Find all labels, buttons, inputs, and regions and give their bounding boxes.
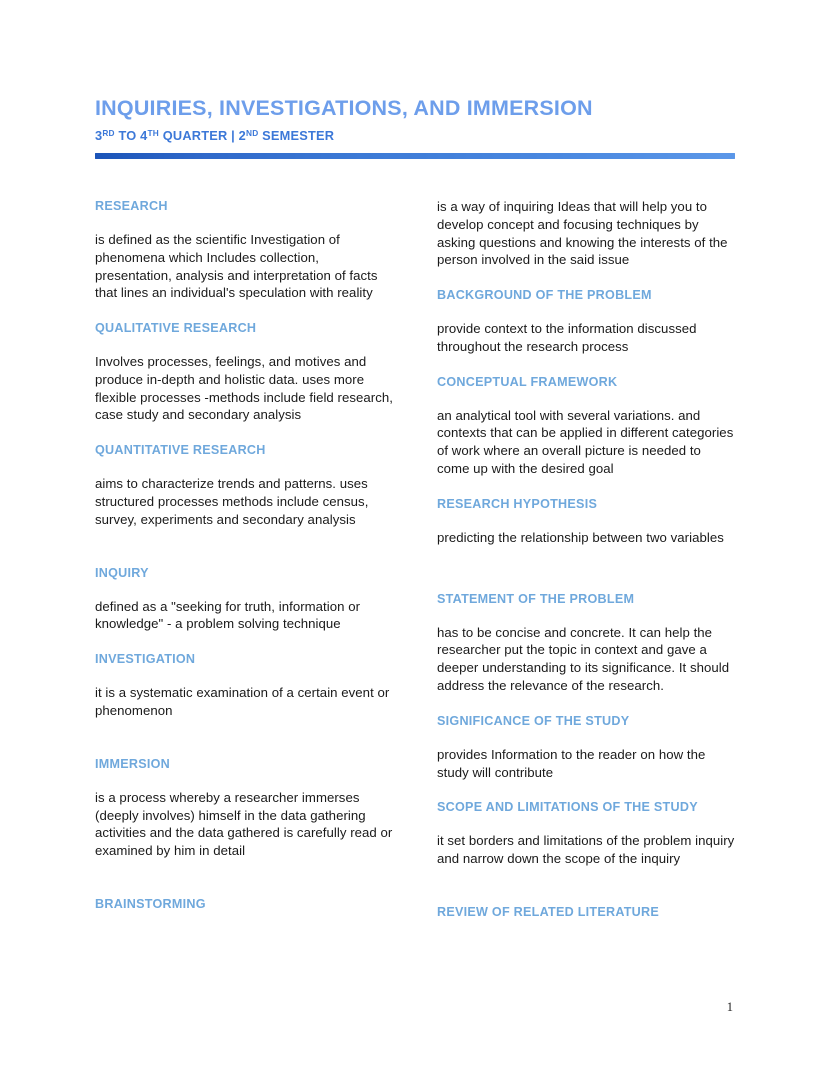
document-subtitle <box>95 128 735 143</box>
two-column-body <box>95 198 735 920</box>
section-investigation <box>95 651 393 720</box>
section-heading: SIGNIFICANCE OF THE STUDY <box>437 713 630 728</box>
section-body: has to be concise and concrete. It can help the researcher put the topic in context and gave a deeper understanding to its significance. It should address the relevance of the research. <box>437 624 730 693</box>
subtitle-sup-nd: ND <box>246 127 259 138</box>
section-heading: CONCEPTUAL FRAMEWORK <box>437 374 618 389</box>
section-background-of-the-problem <box>437 287 735 356</box>
section-heading: INQUIRY <box>95 565 149 580</box>
section-heading: SCOPE AND LIMITATIONS OF THE STUDY <box>437 800 698 815</box>
section-heading: BACKGROUND OF THE PROBLEM <box>437 288 652 302</box>
section-brainstorming-continued <box>437 198 735 269</box>
section-body: is a way of inquiring Ideas that will help you to develop concept and focusing techniques by asking questions and knowing the interests of the person involved in the said issue <box>437 199 728 268</box>
section-inquiry <box>95 565 393 634</box>
section-heading: QUALITATIVE RESEARCH <box>95 321 257 336</box>
section-body: Involves processes, feelings, and motives and produce in-depth and holistic data. uses more flexible processes -methods include field research, case study and secondary analysis <box>95 354 393 423</box>
section-body: is defined as the scientific Investigation of phenomena which Includes collection, presentation, analysis and interpretation of facts that lines an individual's speculation with reality <box>95 232 378 301</box>
section-body: it is a systematic examination of a certain event or phenomenon <box>95 685 390 719</box>
subtitle-sup-rd: RD <box>102 127 115 138</box>
page-title: INQUIRIES, INVESTIGATIONS, AND IMMERSION <box>95 96 593 120</box>
section-heading: BRAINSTORMING <box>95 896 206 911</box>
section-research <box>95 198 393 302</box>
header-divider-bar <box>95 153 735 159</box>
section-significance-of-the-study <box>437 713 735 782</box>
section-quantitative-research <box>95 442 393 528</box>
section-heading: IMMERSION <box>95 756 171 771</box>
section-heading: REVIEW OF RELATED LITERATURE <box>437 904 660 919</box>
section-scope-and-limitations <box>437 799 735 868</box>
section-brainstorming <box>95 896 393 912</box>
subtitle-quarter-start: 3 <box>95 127 103 143</box>
section-body: provide context to the information discussed throughout the research process <box>437 321 697 354</box>
section-heading: RESEARCH <box>95 199 168 213</box>
page-number: 1 <box>726 1000 733 1014</box>
document-header <box>95 96 735 143</box>
section-conceptual-framework <box>437 374 735 478</box>
section-body: is a process whereby a researcher immerses (deeply involves) himself in the data gathering activities and the data gathered is carefully read or examined by him in detail <box>95 789 393 859</box>
section-statement-of-the-problem <box>437 591 735 695</box>
section-heading: RESEARCH HYPOTHESIS <box>437 496 598 511</box>
section-qualitative-research <box>95 320 393 424</box>
subtitle-to-quarter: TO 4 <box>114 127 148 143</box>
left-column <box>95 198 393 920</box>
section-body: defined as a "seeking for truth, information or knowledge" - a problem solving technique <box>95 598 361 632</box>
subtitle-sup-th: TH <box>147 127 159 138</box>
section-immersion <box>95 756 393 860</box>
section-body: predicting the relationship between two variables <box>437 529 724 545</box>
section-body: provides Information to the reader on how the study will contribute <box>437 746 706 780</box>
section-heading: QUANTITATIVE RESEARCH <box>95 443 266 458</box>
section-heading: STATEMENT OF THE PROBLEM <box>437 591 635 606</box>
section-heading: INVESTIGATION <box>95 652 196 667</box>
section-research-hypothesis <box>437 496 735 547</box>
section-body: it set borders and limitations of the problem inquiry and narrow down the scope of the inquiry <box>437 833 735 867</box>
section-body: an analytical tool with several variations. and contexts that can be applied in different categories of work where an overall picture is needed to come up with the desired goal <box>437 407 734 476</box>
section-body: aims to characterize trends and patterns. uses structured processes methods include census, survey, experiments and secondary analysis <box>95 476 369 527</box>
subtitle-quarter-semester: QUARTER | 2 <box>158 127 247 143</box>
right-column <box>437 198 735 920</box>
section-review-of-related-literature <box>437 904 735 920</box>
subtitle-semester: SEMESTER <box>258 127 335 143</box>
